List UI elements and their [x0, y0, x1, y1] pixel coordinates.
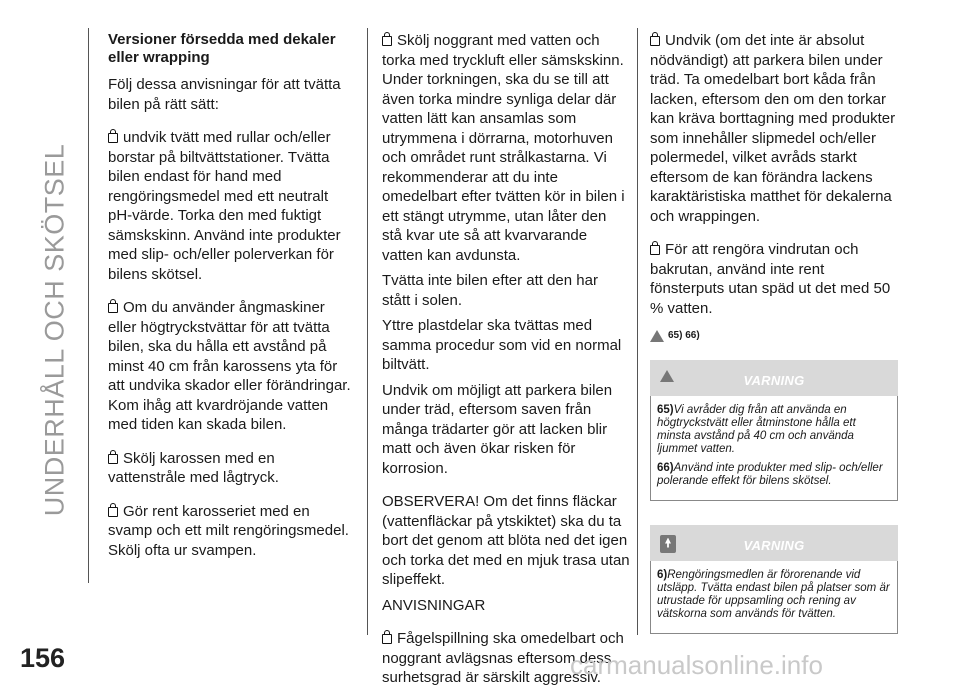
bullet-paragraph: Skölj noggrant med vatten och torka med tryckluft eller sämskskinn. Under torkningen, ska du se till att även torka mindre synliga delar där vatten lätt kan ansamlas som utrymmena i dörrarna, motorhuven och området runt strålkastarna. Vi rekommenderar att du inte omedelbart efter tvätten kör in bilen i ett stängt utrymme, utan låter den stå kvar ute så att kvarvarande vatten kan avdunsta.: [382, 32, 625, 264]
paragraph: Yttre plastdelar ska tvättas med samma procedur som vid en normal biltvätt.: [382, 317, 622, 373]
warning-item: 6)Rengöringsmedlen är förorenande vid utsläpp. Tvätta endast bilen på platser som är utrustade för uppsamling och rening av vätskorna som används för tvätten.: [657, 568, 890, 620]
intro-text: Följ dessa anvisningar för att tvätta bilen på rätt sätt:: [108, 76, 341, 113]
bullet-icon: [382, 36, 392, 46]
paragraph: ANVISNINGAR: [382, 596, 486, 614]
bullet-icon: [108, 454, 118, 464]
bullet-icon: [108, 303, 118, 313]
bullet-icon: [108, 507, 118, 517]
environment-warning-header: [650, 525, 898, 561]
column-2: [382, 31, 630, 694]
column-3: [650, 31, 898, 634]
warning-title: VARNING: [743, 537, 805, 553]
chapter-side-title-text: UNDERHÅLL OCH SKÖTSEL: [39, 143, 70, 517]
column-1: [108, 31, 354, 566]
bullet-icon: [650, 245, 660, 255]
bullet-paragraph: Skölj karossen med en vattenstråle med lågtryck.: [108, 449, 279, 486]
bullet-paragraph: undvik tvätt med rullar och/eller borstar på biltvättstationer. Tvätta bilen endast för hand med rengöringsmedel med ett neutralt pH-värde. Torka den med fuktigt sämskskinn. Använd inte produkter med slip- och/eller polerverkan för bilens skötsel.: [108, 129, 341, 283]
bullet-icon: [382, 634, 392, 644]
warning-body: [650, 561, 898, 634]
bullet-icon: [650, 36, 660, 46]
warning-reference: [650, 326, 898, 346]
paragraph: Undvik om möjligt att parkera bilen under träd, eftersom saven från många trädarter gör att lacken blir matt och även ökar risken för korrosion.: [382, 381, 613, 477]
warning-triangle-icon: [650, 330, 664, 342]
reference-numbers: 65) 66): [668, 330, 700, 341]
column-divider-2: [637, 28, 638, 635]
bullet-paragraph: Undvik (om det inte är absolut nödvändigt) att parkera bilen under träd. Ta omedelbart bort kåda från lacken, eftersom den om den torkar kan kräva borttagning med produkter som innehåller slipmedel och/eller polermedel, vilket avråds starkt eftersom de kan förändra lackens karaktäristiska matthet för dekalerna och wrappingen.: [650, 32, 896, 225]
bullet-paragraph: Fågelspillning ska omedelbart och noggrant avlägsnas eftersom dess surhetsgrad är särskilt aggressiv.: [382, 630, 624, 686]
watermark: carmanualsonline.info: [570, 650, 823, 680]
warning-item: 66)Använd inte produkter med slip- och/eller polerande effekt för bilens skötsel.: [657, 461, 883, 487]
warning-header: [650, 360, 898, 396]
bullet-paragraph: Gör rent karosseriet med en svamp och ett milt rengöringsmedel. Skölj ofta ur svampen.: [108, 502, 349, 559]
bullet-icon: [108, 133, 118, 143]
warning-item: 65)Vi avråder dig från att använda en högtryckstvätt eller åtminstone hålla ett minsta avstånd på 40 cm och använda ljummet vatten.: [657, 403, 856, 455]
margin-divider: [88, 28, 89, 583]
page-number: 156: [20, 643, 66, 673]
bullet-paragraph: För att rengöra vindrutan och bakrutan, använd inte rent fönsterputs utan späd ut det med 50 % vatten.: [650, 241, 891, 317]
paragraph: OBSERVERA! Om det finns fläckar (vattenfläckar på ytskiktet) ska du ta bort det genom att blöta ned det igen och torka det med en mjuk trasa utan slipeffekt.: [382, 493, 630, 588]
bullet-paragraph: Om du använder ångmaskiner eller högtryckstvättar för att tvätta bilen, ska du hålla ett avstånd på minst 40 cm från karossens yta för att undvika skador eller förändringar. Kom ihåg att kvardröjande vatten med tiden kan skada bilen.: [108, 299, 351, 433]
warning-title: VARNING: [743, 372, 805, 388]
paragraph: Tvätta inte bilen efter att den har stått i solen.: [382, 272, 598, 309]
column-divider-1: [367, 28, 368, 635]
warning-body: [650, 396, 898, 501]
section-heading: Versioner försedda med dekaler eller wrapping: [108, 31, 336, 66]
